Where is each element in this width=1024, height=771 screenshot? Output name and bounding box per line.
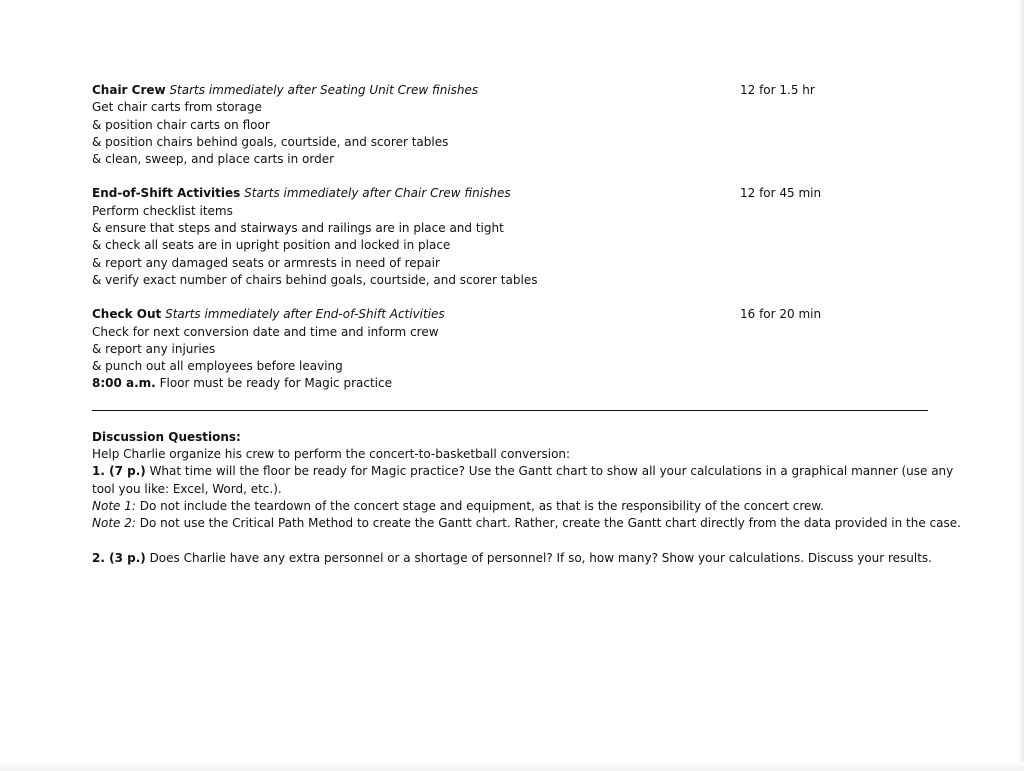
task-start-condition: Starts immediately after End-of-Shift Activities [165,307,445,322]
deadline-line [92,375,928,392]
task-step: Perform checklist items [92,203,233,218]
task-step: & verify exact number of chairs behind goals, courtside, and scorer tables [92,272,538,287]
note-1-text: Do not include the teardown of the concert stage and equipment, as that is the responsibility of the concert crew. [139,498,824,513]
paragraph-gap [92,533,928,550]
task-title: End-of-Shift Activities [92,186,241,201]
question-1-text: What time will the floor be ready for Magic practice? Use the Gantt chart to show all your calculations in a graphical manner (use any [149,464,954,479]
note-1 [92,498,928,515]
task-step: & ensure that steps and stairways and railings are in place and tight [92,221,504,236]
task-check-out [92,306,928,392]
task-title: Chair Crew [92,83,166,97]
task-start-condition: Starts immediately after Seating Unit Crew finishes [169,83,479,97]
question-1-continuation: tool you like: Excel, Word, etc.). [92,481,282,496]
task-title: Check Out [92,307,162,322]
task-step: & punch out all employees before leaving [92,359,343,374]
task-end-of-shift [92,185,928,289]
question-2-label: 2. (3 p.) [92,550,146,565]
question-1-label: 1. (7 p.) [92,464,146,479]
discussion-intro: Help Charlie organize his crew to perform the concert-to-basketball conversion: [92,447,571,462]
scan-shadow-bottom [0,761,1024,771]
discussion-heading: Discussion Questions: [92,429,241,444]
task-step: & report any injuries [92,341,216,356]
task-crew-size: 12 for 45 min [740,186,822,201]
note-2-text: Do not use the Critical Path Method to create the Gantt chart. Rather, create the Gantt chart directly from the data provided in the case. [139,516,961,531]
task-step: & position chairs behind goals, courtside, and scorer tables [92,134,449,149]
task-step: & report any damaged seats or armrests in need of repair [92,255,440,270]
discussion-questions [92,429,961,567]
note-1-label: Note 1: [92,498,136,513]
section-divider [92,410,928,411]
task-step: Get chair carts from storage [92,100,262,115]
task-step: & clean, sweep, and place carts in order [92,152,335,167]
task-start-condition: Starts immediately after Chair Crew finishes [244,186,511,201]
task-step: & position chair carts on floor [92,117,270,132]
question-2-text: Does Charlie have any extra personnel or a shortage of personnel? If so, how many? Show your calculations. Discuss your results. [149,550,932,565]
note-2-label: Note 2: [92,516,136,531]
task-chair-crew [92,82,928,168]
question-2 [92,550,932,567]
task-crew-size: 12 for 1.5 hr [740,83,815,97]
question-1 [92,463,954,480]
task-step: & check all seats are in upright position and locked in place [92,238,451,253]
note-2 [92,515,961,532]
deadline-time: 8:00 a.m. [92,376,156,391]
scan-shadow-edge [1018,0,1024,771]
document-body [92,82,961,567]
task-step: Check for next conversion date and time and inform crew [92,324,439,339]
task-crew-size: 16 for 20 min [740,307,822,322]
deadline-text: Floor must be ready for Magic practice [159,376,392,391]
